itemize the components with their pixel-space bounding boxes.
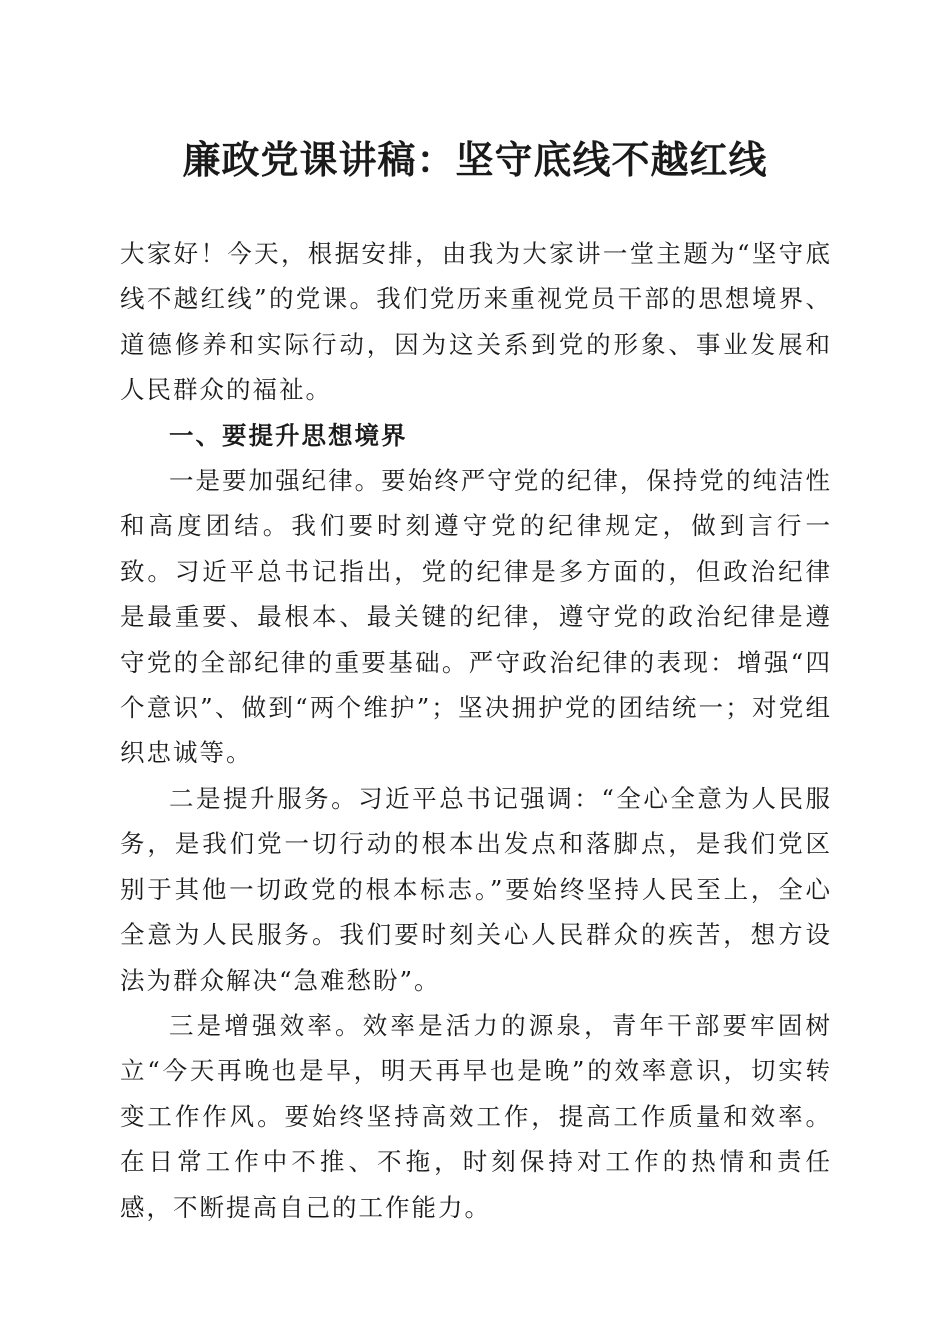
document-body <box>120 231 832 1230</box>
item-text: 习近平总书记强调：“全心全意为人民服务，是我们党一切行动的根本出发点和落脚点，是我们党区别于其他一切政党的根本标志。”要始终坚持人民至上，全心全意为人民服务。我们要时刻关心人民群众的疾苦，想方设法为群众解决“急难愁盼”。 <box>120 783 832 995</box>
item-paragraph-2 <box>120 776 832 1003</box>
item-paragraph-1 <box>120 458 832 776</box>
item-lead: 三是增强效率。 <box>169 1010 363 1040</box>
document-title: 廉政党课讲稿：坚守底线不越红线 <box>182 137 768 182</box>
section-heading: 一、要提升思想境界 <box>169 420 408 450</box>
item-text: 效率是活力的源泉，青年干部要牢固树立“今天再晚也是早，明天再早也是晚”的效率意识，切实转变工作作风。要始终坚持高效工作，提高工作质量和效率。在日常工作中不推、不拖，时刻保持对工作的热情和责任感，不断提高自己的工作能力。 <box>120 1010 832 1222</box>
item-text: 要始终严守党的纪律，保持党的纯洁性和高度团结。我们要时刻遵守党的纪律规定，做到言行一致。习近平总书记指出，党的纪律是多方面的，但政治纪律是最重要、最根本、最关键的纪律，遵守党的政治纪律是遵守党的全部纪律的重要基础。严守政治纪律的表现：增强“四个意识”、做到“两个维护”；坚决拥护党的团结统一；对党组织忠诚等。 <box>120 466 833 768</box>
intro-paragraph: 大家好！今天，根据安排，由我为大家讲一堂主题为“坚守底线不越红线”的党课。我们党历来重视党员干部的思想境界、道德修养和实际行动，因为这关系到党的形象、事业发展和人民群众的福祉。 <box>120 239 832 405</box>
item-lead: 二是提升服务。 <box>169 783 359 813</box>
item-lead: 一是要加强纪律。 <box>169 466 382 496</box>
item-paragraph-3 <box>120 1003 832 1230</box>
